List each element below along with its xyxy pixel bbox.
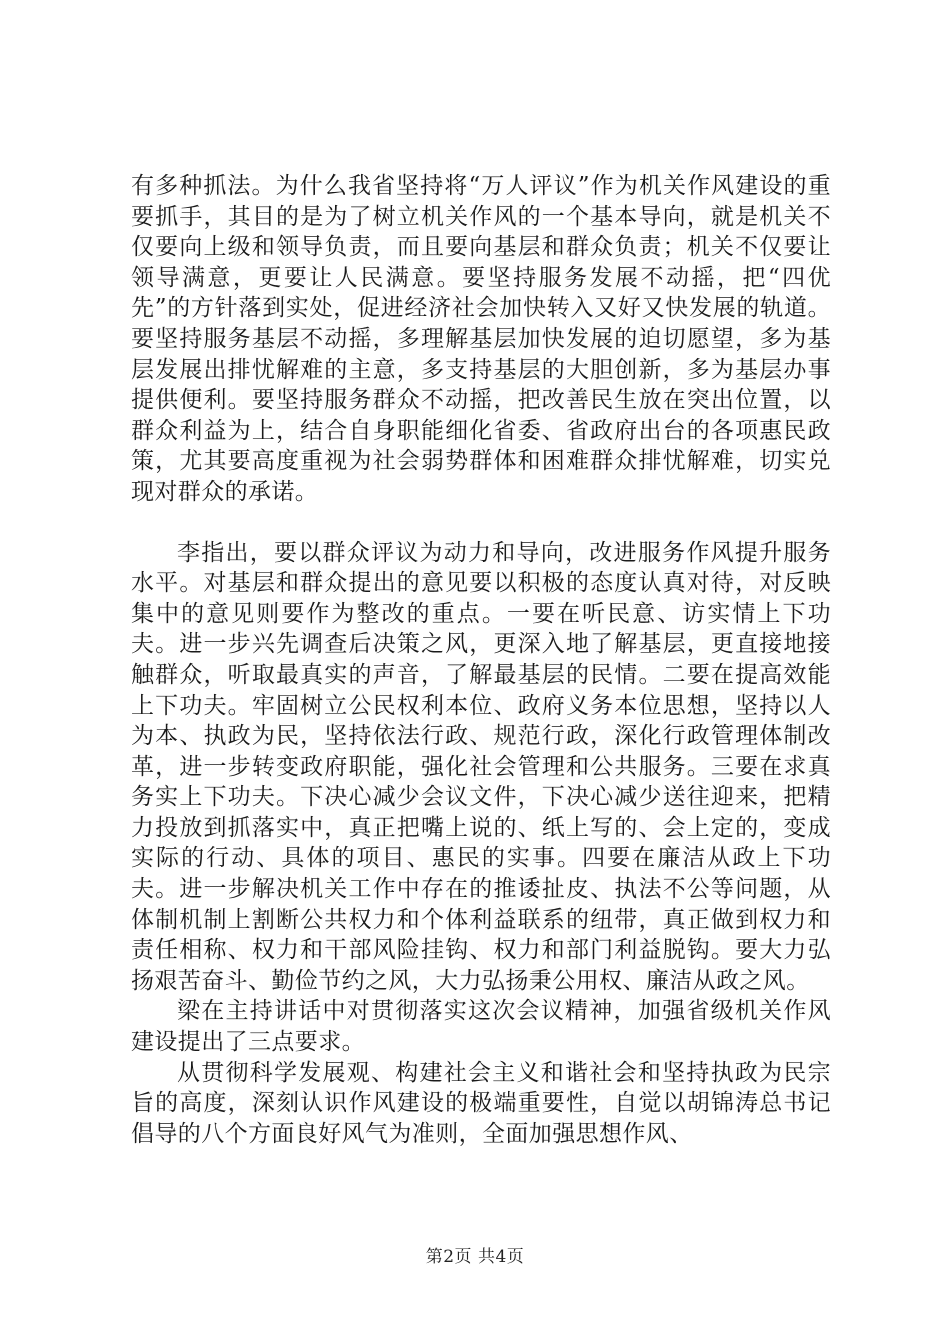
paragraph-li-remarks: 李指出，要以群众评议为动力和导向，改进服务作风提升服务水平。对基层和群众提出的意见要以积极的态度认真对待，对反映集中的意见则要作为整改的重点。一要在听民意、访实情上下功夫。进一步兴先调查后决策之风，更深入地了解基层，更直接地接触群众，听取最真实的声音，了解最基层的民情。二要在提高效能上下功夫。牢固树立公民权利本位、政府义务本位思想，坚持以人为本、执政为民，坚持依法行政、规范行政，深化行政管理体制改革，进一步转变政府职能，强化社会管理和公共服务。三要在求真务实上下功夫。下决心减少会议文件，下决心减少送往迎来，把精力投放到抓落实中，真正把嘴上说的、纸上写的、会上定的，变成实际的行动、具体的项目、惠民的实事。四要在廉洁从政上下功夫。进一步解决机关工作中存在的推诿扯皮、执法不公等问题，从体制机制上割断公共权力和个体利益联系的纽带，真正做到权力和责任相称、权力和干部风险挂钩、权力和部门利益脱钩。要大力弘扬艰苦奋斗、勤俭节约之风，大力弘扬秉公用权、廉洁从政之风。: [131, 539, 831, 994]
document-body: [131, 171, 831, 1149]
paragraph-requirements: 从贯彻科学发展观、构建社会主义和谐社会和坚持执政为民宗旨的高度，深刻认识作风建设的极端重要性，自觉以胡锦涛总书记倡导的八个方面良好风气为准则，全面加强思想作风、: [131, 1059, 831, 1147]
page-number-footer: 第2页 共4页: [425, 1247, 525, 1267]
paragraph-continued: 有多种抓法。为什么我省坚持将“万人评议”作为机关作风建设的重要抓手，其目的是为了树立机关作风的一个基本导向，就是机关不仅要向上级和领导负责，而且要向基层和群众负责；机关不仅要让领导满意，更要让人民满意。要坚持服务发展不动摇，把“四优先”的方针落到实处，促进经济社会加快转入又好又快发展的轨道。要坚持服务基层不动摇，多理解基层加快发展的迫切愿望，多为基层发展出排忧解难的主意，多支持基层的大胆创新，多为基层办事提供便利。要坚持服务群众不动摇，把改善民生放在突出位置，以群众利益为上，结合自身职能细化省委、省政府出台的各项惠民政策，尤其要高度重视为社会弱势群体和困难群众排忧解难，切实兑现对群众的承诺。: [131, 173, 831, 505]
paragraph-liang-remarks: 梁在主持讲话中对贯彻落实这次会议精神，加强省级机关作风建设提出了三点要求。: [131, 998, 831, 1056]
